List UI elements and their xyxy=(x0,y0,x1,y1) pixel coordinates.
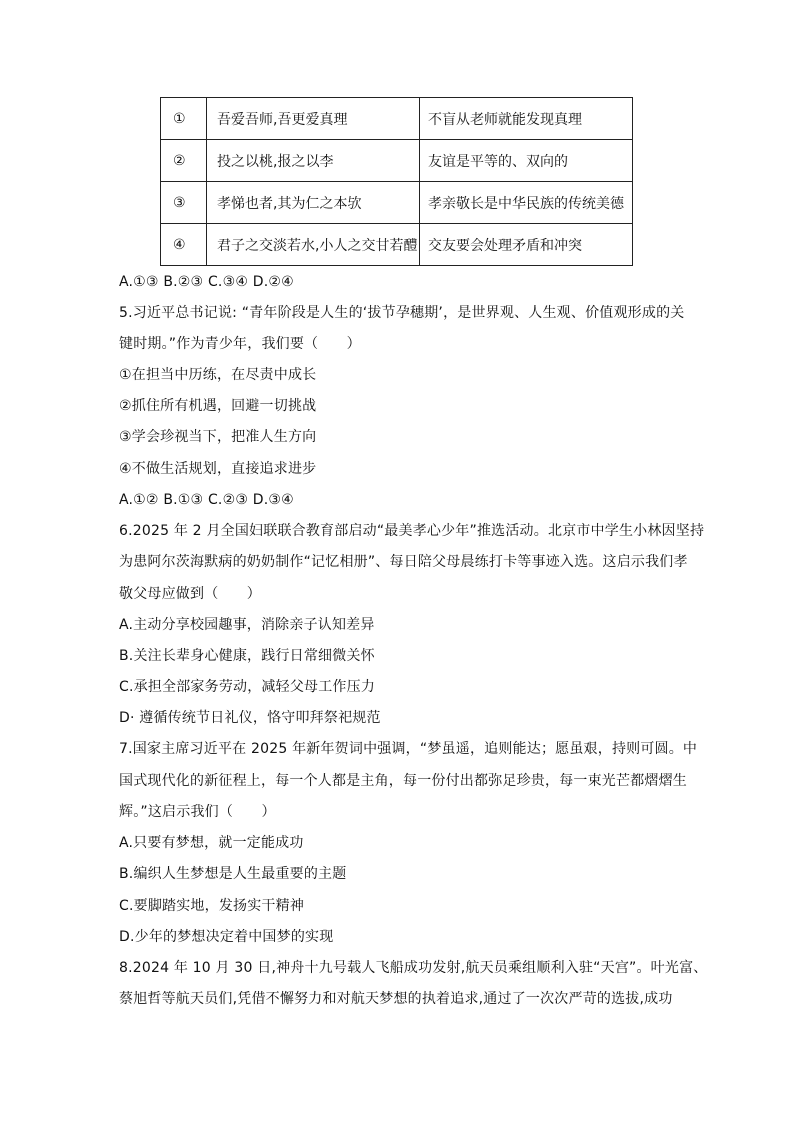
q6-option-a: A.主动分享校园趣事，消除亲子认知差异 xyxy=(119,617,375,633)
row-number: ④ xyxy=(161,224,207,266)
row-number: ① xyxy=(161,98,207,140)
table-row xyxy=(161,182,633,224)
row-quote: 君子之交淡若水,小人之交甘若醴 xyxy=(207,224,420,266)
row-meaning: 孝亲敬长是中华民族的传统美德 xyxy=(420,182,633,224)
q5-option-4: ④不做生活规划，直接追求进步 xyxy=(119,461,317,477)
table-row xyxy=(161,224,633,266)
q6-option-c: C.承担全部家务劳动，减轻父母工作压力 xyxy=(119,679,376,695)
q7-option-b: B.编织人生梦想是人生最重要的主题 xyxy=(119,866,347,882)
row-quote: 吾爱吾师,吾更爱真理 xyxy=(207,98,420,140)
row-quote: 投之以桃,报之以李 xyxy=(207,140,420,182)
q6-option-d: D· 遵循传统节日礼仪，恪守叩拜祭祀规范 xyxy=(119,710,381,726)
q8-stem-line1: 8.2024 年 10 月 30 日,神舟十九号载人飞船成功发射,航天员乘组顺利入驻“天宫”。叶光富、 xyxy=(119,960,708,976)
q5-option-1: ①在担当中历练，在尽责中成长 xyxy=(119,367,317,383)
q4-answer-choices: A.①③ B.②③ C.③④ D.②④ xyxy=(119,274,294,290)
row-number: ② xyxy=(161,140,207,182)
q7-stem-line3: 辉。”这启示我们（ ） xyxy=(119,804,276,820)
row-meaning: 不盲从老师就能发现真理 xyxy=(420,98,633,140)
q5-stem-line2: 键时期。”作为青少年，我们要（ ） xyxy=(119,336,361,352)
q5-answer-choices: A.①② B.①③ C.②③ D.③④ xyxy=(119,492,294,508)
row-number: ③ xyxy=(161,182,207,224)
q7-stem-line2: 国式现代化的新征程上，每一个人都是主角，每一份付出都弥足珍贵，每一束光芒都熠熠生 xyxy=(119,773,687,789)
q4-items-table xyxy=(160,97,633,266)
q5-option-3: ③学会珍视当下，把准人生方向 xyxy=(119,429,317,445)
q7-option-d: D.少年的梦想决定着中国梦的实现 xyxy=(119,929,334,945)
q5-stem-line1: 5.习近平总书记说: “青年阶段是人生的‘拔节孕穗期’，是世界观、人生观、价值观形成的关 xyxy=(119,305,685,321)
q8-stem-line2: 蔡旭哲等航天员们,凭借不懈努力和对航天梦想的执着追求,通过了一次次严苛的选拔,成功 xyxy=(119,991,673,1007)
q6-option-b: B.关注长辈身心健康，践行日常细微关怀 xyxy=(119,648,375,664)
q7-option-a: A.只要有梦想，就一定能成功 xyxy=(119,835,304,851)
q7-option-c: C.要脚踏实地，发扬实干精神 xyxy=(119,898,305,914)
q6-stem-line1: 6.2025 年 2 月全国妇联联合教育部启动“最美孝心少年”推选活动。北京市中学生小林因坚持 xyxy=(119,523,705,539)
row-quote: 孝悌也者,其为仁之本欤 xyxy=(207,182,420,224)
table-row xyxy=(161,140,633,182)
q6-stem-line2: 为患阿尔茨海默病的奶奶制作“记忆相册”、每日陪父母晨练打卡等事迹入选。这启示我们孝 xyxy=(119,554,688,570)
row-meaning: 交友要会处理矛盾和冲突 xyxy=(420,224,633,266)
q7-stem-line1: 7.国家主席习近平在 2025 年新年贺词中强调，“梦虽遥，追则能达；愿虽艰，持则可圆。中 xyxy=(119,741,698,757)
q5-option-2: ②抓住所有机遇，回避一切挑战 xyxy=(119,398,317,414)
table-row xyxy=(161,98,633,140)
row-meaning: 友谊是平等的、双向的 xyxy=(420,140,633,182)
q6-stem-line3: 敬父母应做到（ ） xyxy=(119,586,261,602)
